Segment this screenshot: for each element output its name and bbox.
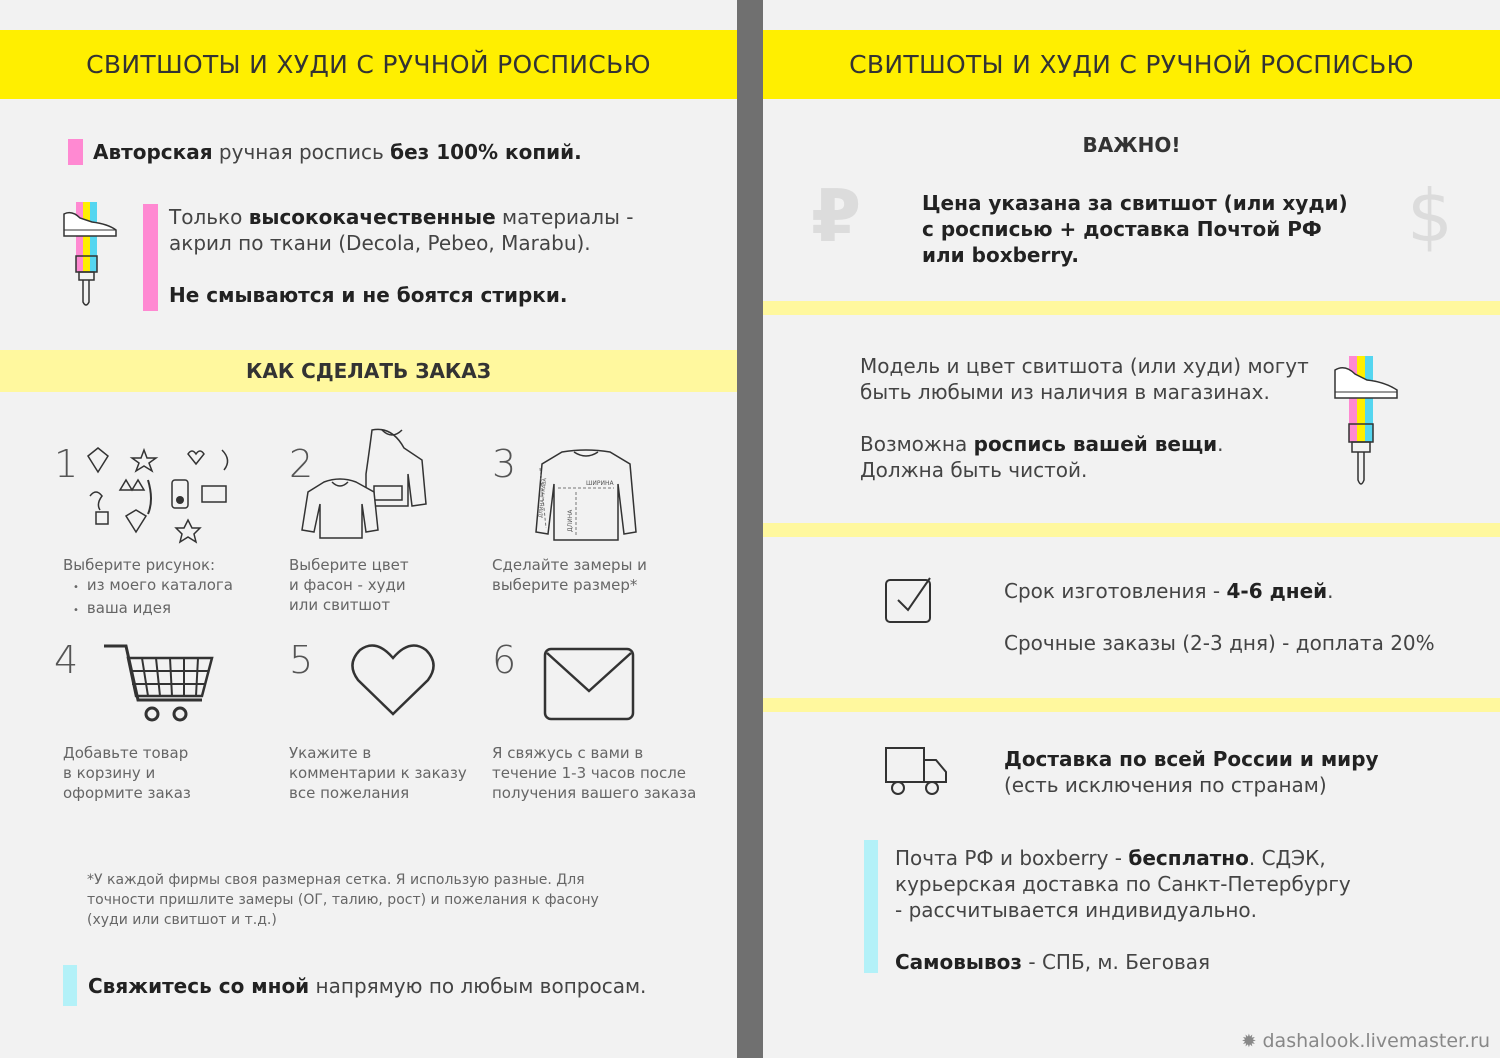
shipping-t4: - СПБ, м. Беговая (1022, 950, 1211, 974)
step-1-list (63, 575, 233, 621)
step-1-caption (63, 555, 233, 621)
step-6-number: 6 (492, 638, 517, 682)
intro-bold-1: Авторская (93, 140, 213, 164)
important-heading: ВАЖНО! (1082, 133, 1181, 157)
cyan-marker (63, 965, 77, 1006)
step-3-line: выберите размер* (492, 576, 638, 594)
step-2-line: и фасон - худи (289, 576, 406, 594)
width-label: ШИРИНА (586, 480, 614, 487)
materials-b1: высококачественные (248, 205, 496, 229)
shipping-b4: Самовывоз (895, 950, 1023, 974)
materials-t2: материалы - (495, 205, 634, 229)
step-1-item: • из моего каталога (87, 575, 233, 598)
contact-text: напрямую по любым вопросам. (309, 974, 647, 998)
model-line-1: Модель и цвет свитшота (или худи) могут (860, 354, 1309, 378)
shipping-line-4 (895, 949, 1351, 975)
step-5-line: комментарии к заказу (289, 764, 467, 782)
price-line: с росписью + доставка Почтой РФ (922, 217, 1322, 241)
left-panel (0, 0, 737, 1058)
step-5-caption (289, 743, 467, 803)
right-banner-title: СВИТШОТЫ И ХУДИ С РУЧНОЙ РОСПИСЬЮ (849, 50, 1414, 79)
contact-bold: Свяжитесь со мной (88, 974, 310, 998)
step-2-caption (289, 555, 409, 615)
separator-band (763, 523, 1500, 537)
step-6-line: Я свяжусь с вами в (492, 744, 644, 762)
delivery-title: Доставка по всей России и миру (1004, 747, 1379, 771)
price-line: Цена указана за свитшот (или худи) (922, 191, 1348, 215)
model-b3: роспись вашей вещи (973, 432, 1218, 456)
cart-icon (102, 644, 216, 724)
intro-bold-2: без 100% копий. (390, 140, 582, 164)
gear-icon: ✹ (1241, 1031, 1257, 1052)
model-line-2: быть любыми из наличия в магазинах. (860, 380, 1270, 404)
step-5-line: Укажите в (289, 744, 372, 762)
step-2-line: Выберите цвет (289, 556, 409, 574)
step-4-caption (63, 743, 191, 803)
terms-line-1 (1004, 578, 1435, 604)
price-text (922, 190, 1348, 268)
step-1-title: Выберите рисунок: (63, 556, 216, 574)
right-banner (763, 30, 1500, 99)
shipping-t1: Почта РФ и boxberry - (895, 846, 1129, 870)
step-2-line: или свитшот (289, 596, 391, 614)
shipping-line-2: курьерская доставка по Санкт-Петербургу (895, 872, 1351, 896)
model-t3end: . (1217, 432, 1224, 456)
measurements-icon (532, 448, 640, 544)
left-banner-title: СВИТШОТЫ И ХУДИ С РУЧНОЙ РОСПИСЬЮ (86, 50, 651, 79)
model-line-3 (860, 431, 1309, 457)
materials-t1: Только (169, 205, 249, 229)
step-4-number: 4 (54, 638, 79, 682)
doodles-icon (84, 440, 232, 544)
intro-line (93, 139, 582, 165)
shoe-brush-icon (1331, 352, 1401, 492)
step-6-caption (492, 743, 696, 803)
delivery-sub: (есть исключения по странам) (1004, 773, 1327, 797)
terms-line-2: Срочные заказы (2-3 дня) - доплата 20% (1004, 631, 1435, 655)
shipping-line-1 (895, 845, 1351, 871)
step-3-caption (492, 555, 647, 595)
step-3-line: Сделайте замеры и (492, 556, 647, 574)
step-5-line: все пожелания (289, 784, 410, 802)
shipping-b1: бесплатно (1128, 846, 1249, 870)
order-heading: КАК СДЕЛАТЬ ЗАКАЗ (246, 359, 491, 383)
pink-marker (68, 139, 83, 165)
left-banner (0, 30, 737, 99)
materials-line-1 (169, 204, 633, 230)
terms-t1: Срок изготовления - (1004, 579, 1227, 603)
right-panel (763, 0, 1500, 1058)
panel-divider (737, 0, 763, 1058)
step-2-number: 2 (289, 442, 314, 486)
step-6-line: получения вашего заказа (492, 784, 697, 802)
pink-marker-tall (143, 204, 158, 311)
price-line: или boxberry. (922, 243, 1080, 267)
model-line-4: Должна быть чистой. (860, 458, 1088, 482)
separator-band (763, 698, 1500, 712)
step-1-number: 1 (54, 442, 79, 486)
shipping-line-3: - рассчитывается индивидуально. (895, 898, 1258, 922)
checkbox-icon (884, 574, 934, 624)
step-6-line: течение 1-3 часов после (492, 764, 687, 782)
materials-line-2: акрил по ткани (Decola, Pebeo, Marabu). (169, 231, 591, 255)
envelope-icon (543, 647, 635, 721)
step-5-number: 5 (289, 638, 314, 682)
step-3-number: 3 (492, 442, 517, 486)
length-label: ДЛИНА (567, 509, 574, 532)
truck-icon (884, 744, 948, 798)
step-4-line: в корзину и (63, 764, 156, 782)
step-4-line: Добавьте товар (63, 744, 189, 762)
footnote-line: (худи или свитшот и т.д.) (87, 912, 277, 928)
wash-text: Не смываются и не боятся стирки. (169, 283, 568, 307)
step-1-item: • ваша идея (87, 598, 233, 621)
intro-text-1: ручная роспись (212, 140, 391, 164)
footnote-line: точности пришлите замеры (ОГ, талию, рост) и пожелания к фасону (87, 892, 599, 908)
footnote-line: *У каждой фирмы своя размерная сетка. Я использую разные. Для (87, 872, 585, 888)
cyan-marker-tall (864, 840, 878, 973)
dollar-icon: $ (1407, 174, 1453, 258)
sleeve-label: ДЛИНА РУКАВА (538, 477, 549, 519)
order-heading-band (0, 350, 737, 392)
ruble-icon: ₽ (811, 174, 862, 258)
shipping-t1end: . СДЭК, (1248, 846, 1326, 870)
step-4-line: оформите заказ (63, 784, 191, 802)
model-text (860, 353, 1309, 483)
model-t3: Возможна (860, 432, 974, 456)
hoodie-sweatshirt-icon (300, 426, 430, 544)
terms-text (1004, 578, 1435, 656)
terms-b1: 4-6 дней (1226, 579, 1328, 603)
delivery-text (1004, 746, 1379, 798)
contact-line (88, 973, 646, 999)
materials-text (169, 204, 633, 308)
separator-band (763, 301, 1500, 315)
shoe-brush-icon (58, 196, 122, 312)
size-footnote (87, 870, 599, 930)
watermark-text: dashalook.livemaster.ru (1262, 1030, 1490, 1052)
shipping-text (895, 845, 1351, 975)
heart-icon (350, 642, 436, 718)
watermark (1241, 1030, 1490, 1052)
terms-t1end: . (1327, 579, 1334, 603)
